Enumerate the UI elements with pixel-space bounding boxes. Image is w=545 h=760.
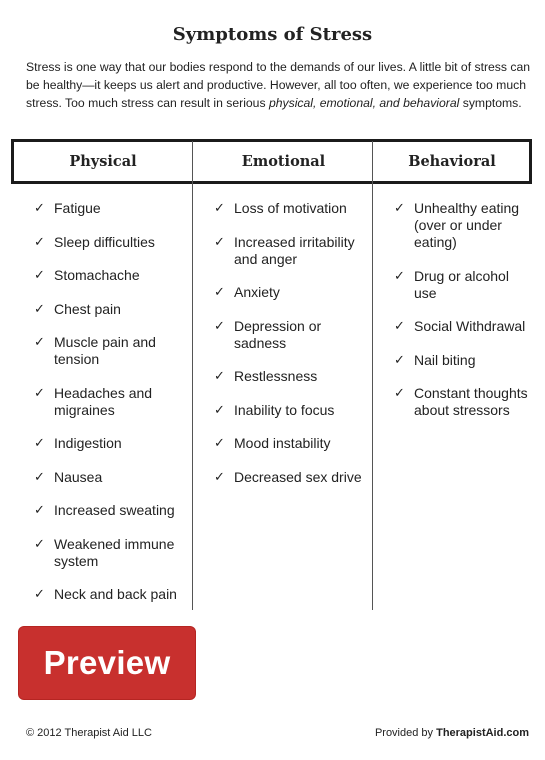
provided-by-text bbox=[375, 727, 529, 739]
symptom-text: Decreased sex drive bbox=[234, 468, 362, 485]
checkmark-icon: ✓ bbox=[394, 386, 405, 401]
symptom-text: Muscle pain and tension bbox=[54, 334, 156, 367]
intro-text-end: symptoms. bbox=[459, 96, 522, 110]
symptom-text: Mood instability bbox=[234, 435, 331, 451]
list-item bbox=[214, 435, 364, 452]
symptom-text: Unhealthy eating (over or under eating) bbox=[414, 200, 520, 250]
checkmark-icon: ✓ bbox=[34, 536, 45, 552]
table-header bbox=[11, 139, 532, 184]
checkmark-icon: ✓ bbox=[34, 587, 45, 602]
checkmark-icon: ✓ bbox=[394, 268, 405, 284]
symptom-text: Fatigue bbox=[54, 200, 101, 216]
provided-by-label: Provided by bbox=[374, 727, 437, 739]
symptom-text: Depression or sadness bbox=[234, 317, 322, 351]
emotional-symptom-list bbox=[214, 200, 364, 502]
list-item bbox=[34, 435, 184, 452]
checkmark-icon: ✓ bbox=[394, 319, 405, 334]
header-physical: Physical bbox=[69, 153, 137, 170]
list-item bbox=[394, 318, 534, 335]
list-item bbox=[34, 586, 184, 603]
list-item bbox=[34, 536, 184, 570]
intro-text-start: Stress is one way that our bodies respond to the demands of our lives. A little bit of stress can be healthy—it keeps us alert and productive. However, all too often, we experience too much stress. Too much stress can result in serious bbox=[26, 60, 531, 110]
checkmark-icon: ✓ bbox=[214, 234, 225, 250]
list-item bbox=[394, 268, 534, 302]
symptom-text: Constant thoughts about stressors bbox=[414, 385, 528, 418]
list-item bbox=[394, 200, 534, 251]
list-item bbox=[214, 368, 364, 385]
checkmark-icon: ✓ bbox=[394, 201, 405, 216]
symptom-text: Increased sweating bbox=[54, 502, 175, 518]
list-item bbox=[34, 334, 184, 368]
checkmark-icon: ✓ bbox=[214, 436, 225, 451]
list-item bbox=[394, 385, 534, 419]
header-behavioral: Behavioral bbox=[408, 153, 496, 170]
list-item bbox=[34, 502, 184, 519]
checkmark-icon: ✓ bbox=[34, 385, 45, 401]
checkmark-icon: ✓ bbox=[34, 436, 45, 451]
list-item bbox=[34, 301, 184, 318]
checkmark-icon: ✓ bbox=[214, 318, 225, 334]
intro-text-italic: physical, emotional, and behavioral bbox=[268, 96, 460, 110]
list-item bbox=[214, 402, 364, 419]
list-item bbox=[214, 200, 364, 217]
symptom-text: Nail biting bbox=[414, 351, 476, 368]
list-item bbox=[34, 267, 184, 284]
checkmark-icon: ✓ bbox=[214, 402, 225, 418]
list-item bbox=[214, 318, 364, 352]
checkmark-icon: ✓ bbox=[34, 335, 45, 350]
symptom-text: Social Withdrawal bbox=[414, 318, 526, 334]
behavioral-symptom-list bbox=[394, 200, 534, 436]
symptom-text: Chest pain bbox=[54, 300, 121, 317]
checkmark-icon: ✓ bbox=[214, 285, 225, 300]
symptom-text: Nausea bbox=[54, 468, 103, 485]
checkmark-icon: ✓ bbox=[214, 369, 225, 384]
symptom-text: Drug or alcohol use bbox=[414, 267, 509, 301]
list-item bbox=[214, 284, 364, 301]
list-item bbox=[34, 385, 184, 419]
checkmark-icon: ✓ bbox=[34, 201, 45, 216]
symptom-text: Weakened immune system bbox=[54, 535, 175, 569]
checkmark-icon: ✓ bbox=[214, 201, 225, 216]
list-item bbox=[394, 352, 534, 369]
column-divider-1 bbox=[192, 141, 193, 610]
symptom-text: Neck and back pain bbox=[54, 586, 177, 602]
checkmark-icon: ✓ bbox=[34, 234, 45, 250]
symptom-text: Headaches and migraines bbox=[54, 384, 153, 418]
header-emotional: Emotional bbox=[241, 153, 326, 170]
symptom-text: Increased irritability and anger bbox=[234, 233, 355, 267]
symptom-text: Indigestion bbox=[54, 435, 122, 451]
list-item bbox=[34, 234, 184, 251]
list-item bbox=[34, 469, 184, 486]
symptom-text: Anxiety bbox=[234, 284, 280, 300]
symptom-text: Sleep difficulties bbox=[54, 233, 155, 250]
checkmark-icon: ✓ bbox=[34, 268, 45, 283]
copyright-text: © 2012 Therapist Aid LLC bbox=[26, 727, 152, 739]
symptom-text: Stomachache bbox=[54, 267, 140, 283]
worksheet-title: Symptoms of Stress bbox=[172, 24, 373, 45]
preview-button[interactable]: Preview bbox=[19, 627, 195, 699]
intro-paragraph bbox=[26, 58, 531, 112]
checkmark-icon: ✓ bbox=[214, 469, 225, 485]
brand-link[interactable]: TherapistAid.com bbox=[436, 727, 529, 739]
physical-symptom-list bbox=[34, 200, 184, 620]
column-divider-2 bbox=[372, 141, 373, 610]
symptom-text: Loss of motivation bbox=[234, 200, 347, 216]
list-item bbox=[34, 200, 184, 217]
checkmark-icon: ✓ bbox=[34, 301, 45, 317]
symptom-text: Restlessness bbox=[234, 368, 318, 384]
symptom-text: Inability to focus bbox=[234, 401, 335, 418]
checkmark-icon: ✓ bbox=[34, 503, 45, 518]
checkmark-icon: ✓ bbox=[394, 352, 405, 368]
checkmark-icon: ✓ bbox=[34, 469, 45, 485]
list-item bbox=[214, 234, 364, 268]
list-item bbox=[214, 469, 364, 486]
